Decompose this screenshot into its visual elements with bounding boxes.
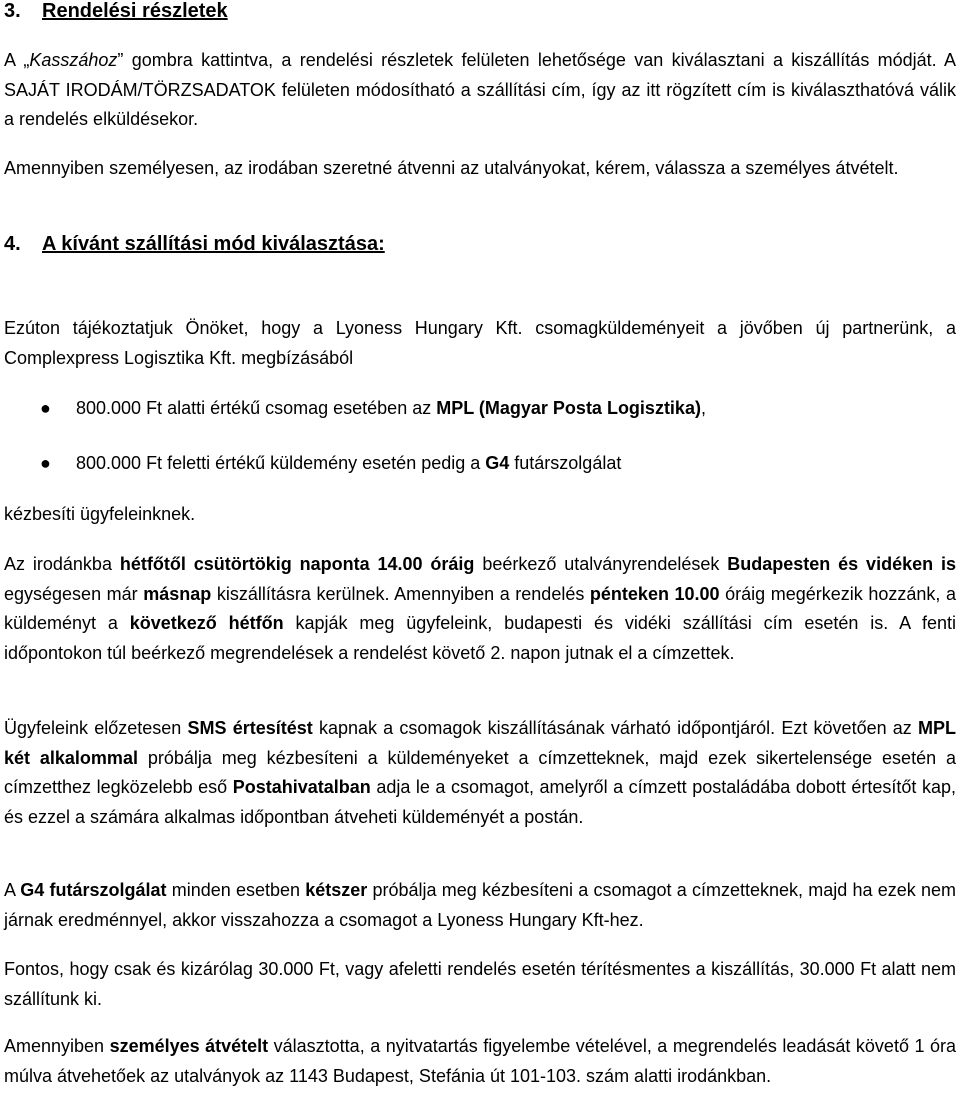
bullet-icon: ● <box>40 453 51 473</box>
paragraph-personal-pickup: Amennyiben személyesen, az irodában szeretné átvenni az utalványokat, kérem, válassza a személyes átvételt. <box>4 158 899 178</box>
section-3-heading <box>4 0 228 23</box>
bullet-icon: ● <box>40 398 51 418</box>
paragraph-pickup-office: Amennyiben személyes átvételt választotta, a nyitvatartás figyelembe vételével, a megrendelés leadását követő 1 óra múlva átvehetőek az utalványok az 1143 Budapest, Stefánia út 101-103. szám alatti irodánkban. <box>4 1036 956 1086</box>
paragraph-checkout: A „Kasszához” gombra kattintva, a rendelési részletek felületen lehetősége van kiválasztani a kiszállítás módját. A SAJÁT IRODÁM/TÖRZSADATOK felületen módosítható a szállítási cím, így az itt rögzített cím is kiválaszthatóvá válik a rendelés elküldésekor. <box>4 50 957 129</box>
paragraph-schedule: Az irodánkba hétfőtől csütörtökig naponta 14.00 óráig beérkező utalványrendelések Budapesten és vidéken is egységesen már másnap kiszállításra kerülnek. Amennyiben a rendelés pénteken 10.00 óráig megérkezik hozzánk, a küldeményt a következő hétfőn kapják meg ügyfeleink, budapesti és vidéki szállítási cím esetén is. A fenti időpontokon túl beérkező megrendelések a rendelést követő 2. napon jutnak el a címzettek. <box>4 554 957 663</box>
section-number: 3. <box>4 0 21 22</box>
paragraph-g4: A G4 futárszolgálat minden esetben kétszer próbálja meg kézbesíteni a csomagot a címzetteknek, majd ha ezek nem járnak eredménnyel, akkor visszahozza a csomagot a Lyoness Hungary Kft-hez. <box>4 880 956 930</box>
paragraph-delivers: kézbesíti ügyfeleinknek. <box>4 504 196 524</box>
paragraph-mpl: Ügyfeleink előzetesen SMS értesítést kapnak a csomagok kiszállításának várható időpontjáról. Ezt követően az MPL két alkalommal próbálja meg kézbesíteni a küldeményeket a címzetteknek, majd ezek sikertelensége esetén a címzetthez legközelebb eső Postahivatalban adja le a csomagot, amelyről a címzett postaládába dobott értesítőt kap, és ezzel a számára alkalmas időpontban átveheti küldeményét a postán. <box>4 718 956 827</box>
document-page: 3. Rendelési részletek A „Kasszához” gombra kattintva, a rendelési részletek felületen lehetősége van kiválasztani a kiszállítás módját. A SAJÁT IRODÁM/TÖRZSADATOK felületen módosítható a szállítási cím, így az itt rögzített cím is kiválaszthatóvá válik a rendelés elküldésekor. Amennyiben személyesen, az irodában szeretné átvenni az utalványokat, kérem, válassza a személyes átvételt. 4. A kívánt szállítási mód kiválasztása: Ezúton tájékoztatjuk Önöket, hogy a Lyoness Hungary Kft. csomagküldeményeit a jövőben új partnerünk, a Complexpress Logisztika Kft. megbízásából ● 800.000 Ft alatti értékű csomag esetében az MPL (Magyar Posta Logisztika), ● 800.000 Ft feletti értékű küldemény esetén pedig a G4 futárszolgálat kézbesíti ügyfeleinknek. Az irodánkba hétfőtől csütörtökig naponta 14.00 óráig beérkező utalványrendelések Budapesten és vidéken is egységesen már másnap kiszállításra kerülnek. Amennyiben a rendelés pénteken 10.00 óráig megérkezik hozzánk, a küldeményt a következő hétfőn kapják meg ügyfeleink, budapesti és vidéki szállítási cím esetén is. A fenti időpontokon túl beérkező megrendelések a rendelést követő 2. napon jutnak el a címzettek. Ügyfeleink előzetesen SMS értesítést kapnak a csomagok kiszállításának várható időpontjáról. Ezt követően az MPL két alkalommal próbálja meg kézbesíteni a küldeményeket a címzetteknek, majd ezek sikertelensége esetén a címzetthez legközelebb eső Postahivatalban adja le a csomagot, amelyről a címzett postaládába dobott értesítőt kap, és ezzel a számára alkalmas időpontban átveheti küldeményét a postán. A G4 futárszolgálat minden esetben kétszer próbálja meg kézbesíteni a csomagot a címzetteknek, majd ha ezek nem járnak eredménnyel, akkor visszahozza a csomagot a Lyoness Hungary Kft-hez. Fontos, hogy csak és kizárólag 30.000 Ft, vagy afeletti rendelés esetén térítésmentes a kiszállítás, 30.000 Ft alatt nem szállítunk ki. Amennyiben személyes átvételt választotta, a nyitvatartás figyelembe vételével, a megrendelés leadását követő 1 óra múlva átvehetőek az utalványok az 1143 Budapest, Stefánia út 101-103. szám alatti irodánkban. <box>0 0 960 1111</box>
paragraph-partner: Ezúton tájékoztatjuk Önöket, hogy a Lyoness Hungary Kft. csomagküldeményeit a jövőben új partnerünk, a Complexpress Logisztika Kft. megbízásából <box>4 318 956 368</box>
section-title: Rendelési részletek <box>42 0 228 22</box>
section-number: 4. <box>4 233 21 255</box>
checkout-term: Kasszához <box>29 50 118 70</box>
section-4-heading <box>4 233 385 256</box>
paragraph-free-shipping: Fontos, hogy csak és kizárólag 30.000 Ft, vagy afeletti rendelés esetén térítésmentes a kiszállítás, 30.000 Ft alatt nem szállítunk ki. <box>4 959 956 1009</box>
section-title: A kívánt szállítási mód kiválasztása: <box>42 233 385 255</box>
